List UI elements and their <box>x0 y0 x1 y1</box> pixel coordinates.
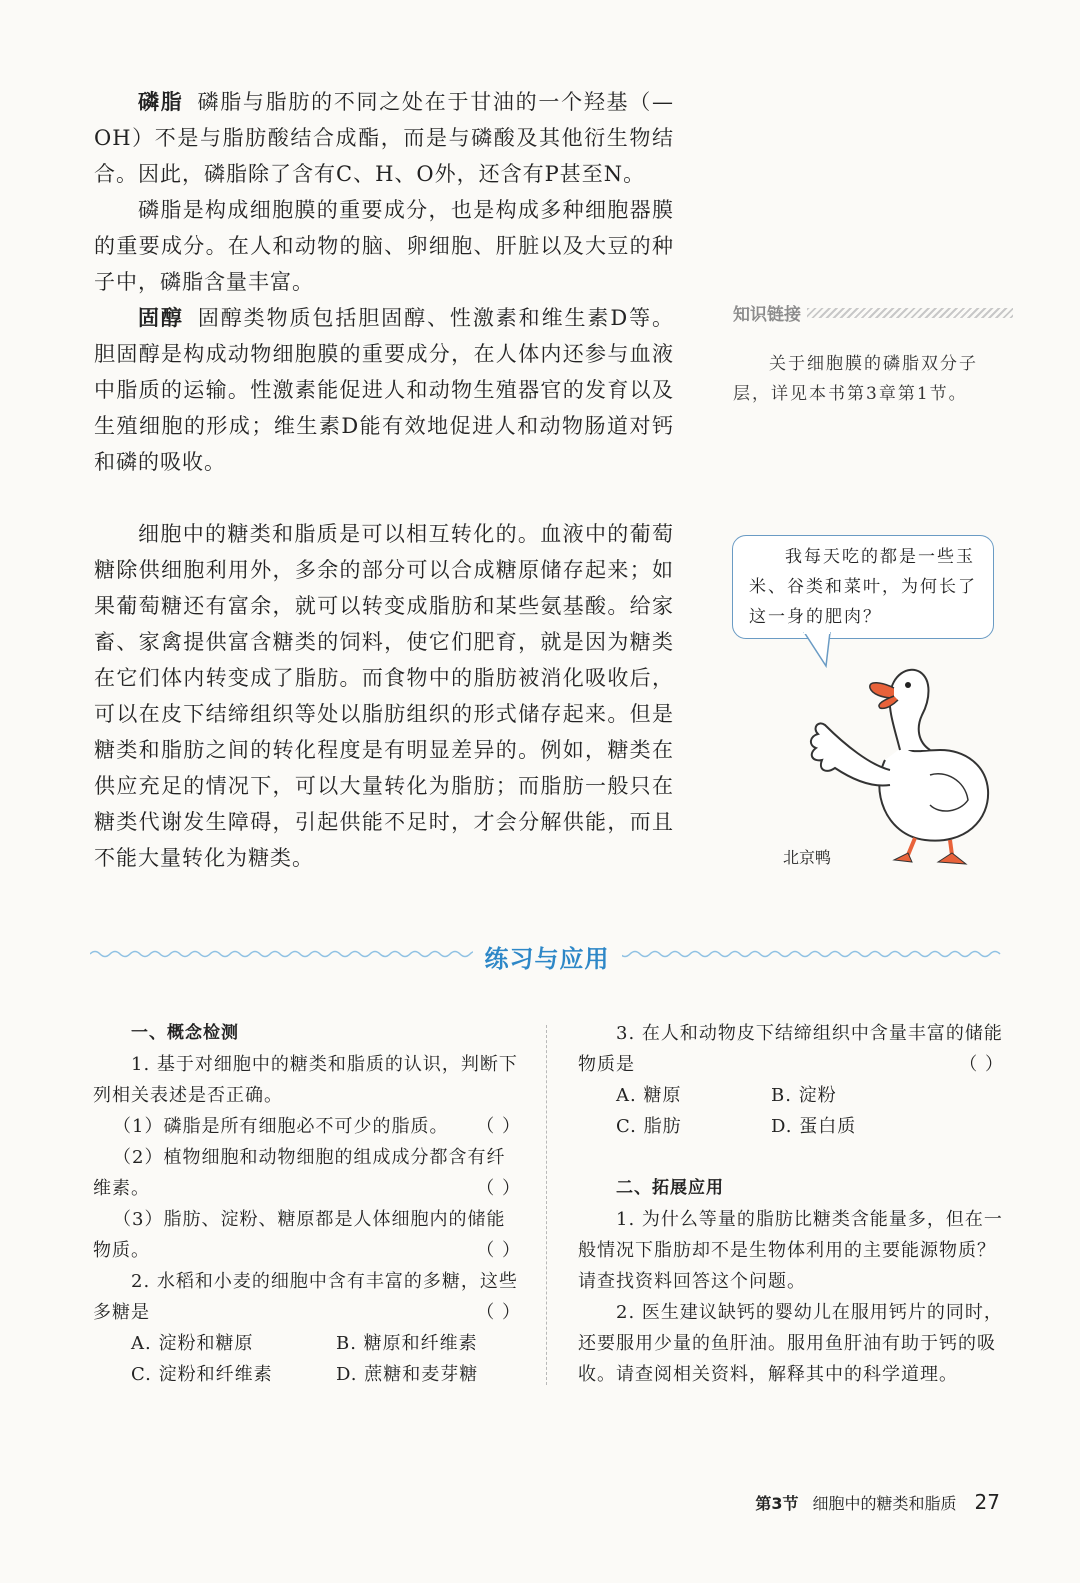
question-3-options <box>578 1080 1004 1142</box>
phospholipid-text: 磷脂与脂肪的不同之处在于甘油的一个羟基（—OH）不是与脂肪酸结合成酯，而是与磷酸及其他衍生物结合。因此，磷脂除了含有C、H、O外，还含有P甚至N。 <box>94 90 675 186</box>
extension-question-1: 1. 为什么等量的脂肪比糖类含能量多，但在一般情况下脂肪却不是生物体利用的主要能源物质？请查找资料回答这个问题。 <box>578 1209 1003 1292</box>
question-1-3-text: （3）脂肪、淀粉、糖原都是人体细胞内的储能物质。 <box>93 1209 506 1261</box>
page-footer <box>755 1490 1000 1514</box>
conversion-paragraph: 细胞中的糖类和脂质是可以相互转化的。血液中的葡萄糖除供细胞利用外，多余的部分可以合成糖原储存起来；如果葡萄糖还有富余，就可以转变成脂肪和某些氨基酸。给家畜、家禽提供富含糖类的饲料，使它们肥育，就是因为糖类在它们体内转变成了脂肪。而食物中的脂肪被消化吸收后，可以在皮下结缔组织等处以脂肪组织的形式储存起来。但是糖类和脂肪之间的转化程度是有明显差异的。例如，糖类在供应充足的情况下，可以大量转化为脂肪；而脂肪一般只在糖类代谢发生障碍，引起供能不足时，才会分解供能，而且不能大量转化为糖类。 <box>94 522 674 870</box>
exercise-title: 练习与应用 <box>473 945 622 973</box>
question-3 <box>578 1018 1004 1080</box>
sterol-term: 固醇 <box>138 306 184 330</box>
question-2-options <box>93 1328 521 1390</box>
exercise-left-column <box>93 1018 521 1390</box>
question-1-1-text: （1）磷脂是所有细胞必不可少的脂质。 <box>113 1116 449 1137</box>
extension-title: 二、拓展应用 <box>616 1178 724 1198</box>
question-1-2 <box>93 1142 521 1204</box>
option-c: C. 淀粉和纤维素 <box>131 1364 273 1385</box>
exercise-section-header <box>90 935 1004 979</box>
option-a: A. 淀粉和糖原 <box>131 1333 254 1354</box>
column-divider <box>546 1025 547 1385</box>
phospholipid-term: 磷脂 <box>138 90 184 114</box>
question-2 <box>93 1266 521 1328</box>
answer-blank: （ ） <box>476 1116 521 1137</box>
page-number: 27 <box>974 1490 1000 1514</box>
option-c: C. 脂肪 <box>616 1116 682 1137</box>
concept-check-title: 一、概念检测 <box>131 1023 239 1043</box>
answer-blank: （ ） <box>476 1240 521 1261</box>
option-b: B. 淀粉 <box>771 1085 837 1106</box>
answer-blank: （ ） <box>476 1302 521 1323</box>
knowledge-link-title: 知识链接 <box>733 305 801 325</box>
title-decoration-line <box>807 308 1013 318</box>
knowledge-link-sidebar <box>733 300 1013 409</box>
footer-section: 第3节 <box>755 1494 799 1513</box>
question-2-text: 2. 水稻和小麦的细胞中含有丰富的多糖，这些多糖是 <box>93 1271 518 1323</box>
option-d: D. 蛋白质 <box>771 1116 857 1137</box>
question-3-text: 3. 在人和动物皮下结缔组织中含量丰富的储能物质是 <box>578 1023 1003 1075</box>
question-1-3 <box>93 1204 521 1266</box>
extension-question-2: 2. 医生建议缺钙的婴幼儿在服用钙片的同时，还要服用少量的鱼肝油。服用鱼肝油有助于钙的吸收。请查阅相关资料，解释其中的科学道理。 <box>578 1302 1003 1385</box>
sterol-paragraph <box>94 300 674 480</box>
duck-illustration <box>790 650 1000 870</box>
exercise-right-column <box>578 1018 1004 1390</box>
exercise-title-wrap <box>90 939 1004 974</box>
question-1: 1. 基于对细胞中的糖类和脂质的认识，判断下列相关表述是否正确。 <box>93 1054 518 1106</box>
answer-blank: （ ） <box>476 1178 521 1199</box>
knowledge-link-text: 关于细胞膜的磷脂双分子层，详见本书第3章第1节。 <box>733 354 978 404</box>
phospholipid-paragraph-2: 磷脂是构成细胞膜的重要成分，也是构成多种细胞器膜的重要成分。在人和动物的脑、卵细胞、肝脏以及大豆的种子中，磷脂含量丰富。 <box>94 198 674 294</box>
question-1-1 <box>93 1111 521 1142</box>
option-d: D. 蔗糖和麦芽糖 <box>336 1364 479 1385</box>
option-b: B. 糖原和纤维素 <box>336 1333 478 1354</box>
main-text <box>94 84 674 876</box>
speech-bubble <box>732 535 994 639</box>
speech-bubble-text: 我每天吃的都是一些玉米、谷类和菜叶，为何长了这一身的肥肉？ <box>749 547 977 627</box>
duck-caption: 北京鸭 <box>783 848 832 867</box>
question-1-2-text: （2）植物细胞和动物细胞的组成成分都含有纤维素。 <box>93 1147 506 1199</box>
option-a: A. 糖原 <box>616 1085 682 1106</box>
sterol-text: 固醇类物质包括胆固醇、性激素和维生素D等。胆固醇是构成动物细胞膜的重要成分，在人体内还参与血液中脂质的运输。性激素能促进人和动物生殖器官的发育以及生殖细胞的形成；维生素D能有效地促进人和动物肠道对钙和磷的吸收。 <box>94 306 675 474</box>
answer-blank: （ ） <box>959 1054 1004 1075</box>
footer-title: 细胞中的糖类和脂质 <box>812 1494 957 1513</box>
phospholipid-paragraph <box>94 84 674 192</box>
